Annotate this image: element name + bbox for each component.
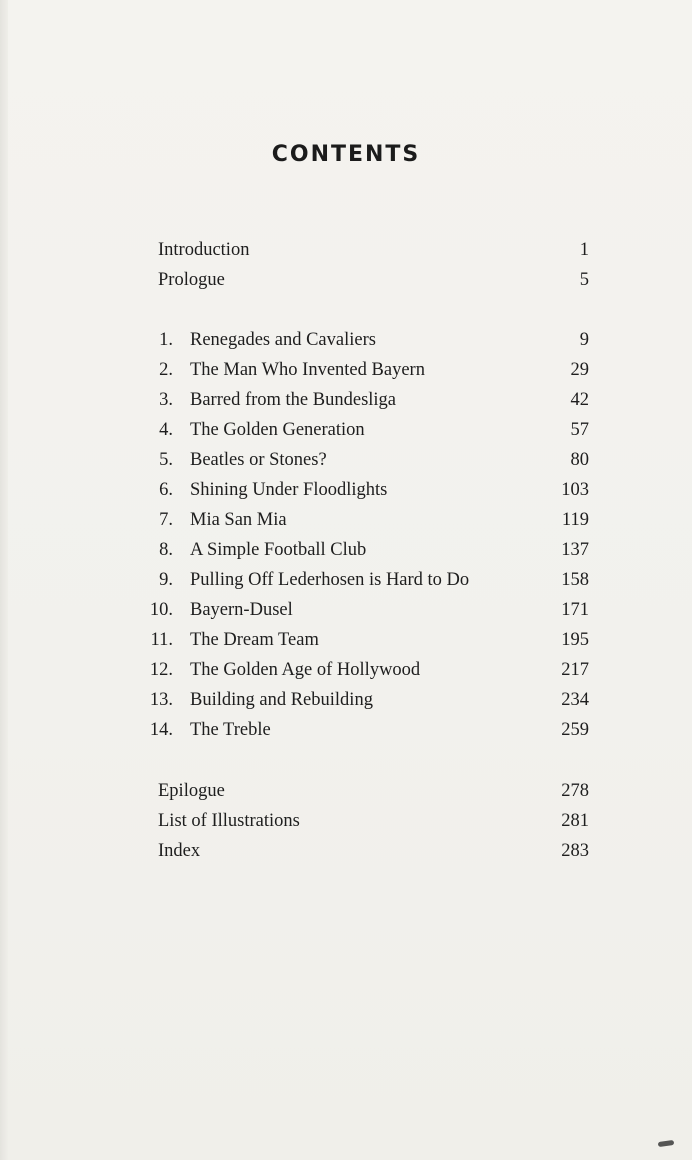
- chapter-title: The Golden Generation: [190, 420, 365, 440]
- chapter-title: Bayern-Dusel: [190, 600, 293, 620]
- toc-chapter-11: [150, 625, 589, 655]
- chapter-page: 137: [561, 540, 589, 560]
- toc-chapter-3: [158, 385, 589, 415]
- chapter-title: Pulling Off Lederhosen is Hard to Do: [190, 570, 470, 590]
- toc-chapter-7: [158, 505, 589, 535]
- toc-entry-introduction: [158, 235, 589, 265]
- chapter-title: Barred from the Bundesliga: [190, 390, 397, 410]
- toc-entry-index: [158, 836, 589, 866]
- chapter-page: 195: [561, 630, 589, 650]
- chapter-title: Renegades and Cavaliers: [190, 330, 376, 350]
- chapter-number: 4.: [159, 420, 173, 440]
- toc-front-matter: [158, 235, 589, 295]
- toc-entry-page: 1: [579, 240, 589, 260]
- chapter-number: 12.: [149, 660, 173, 680]
- chapter-number: 2.: [159, 360, 173, 380]
- toc-chapter-14: [149, 715, 589, 745]
- page-edge: [0, 0, 8, 1160]
- page-title: CONTENTS: [271, 142, 421, 167]
- chapter-title: A Simple Football Club: [190, 540, 367, 560]
- chapter-title: Mia San Mia: [190, 510, 287, 530]
- toc-chapter-1: [158, 325, 589, 355]
- chapter-number: 8.: [159, 540, 173, 560]
- chapter-page: 57: [570, 420, 589, 440]
- toc-chapter-2: [158, 355, 589, 385]
- toc-chapter-6: [158, 475, 589, 505]
- chapter-page: 158: [561, 570, 589, 590]
- toc-entry-page: 281: [561, 811, 589, 831]
- toc-entry-prologue: [158, 265, 589, 295]
- chapter-title: The Dream Team: [190, 630, 319, 650]
- chapter-page: 217: [561, 660, 589, 680]
- toc-entry-list-of-illustrations: [158, 806, 589, 836]
- chapter-title: The Golden Age of Hollywood: [190, 660, 421, 680]
- toc-chapter-5: [158, 445, 589, 475]
- toc-entry-label: List of Illustrations: [158, 811, 300, 831]
- chapter-number: 5.: [159, 450, 173, 470]
- chapter-number: 11.: [150, 630, 173, 650]
- chapter-number: 1.: [159, 330, 173, 350]
- chapter-number: 13.: [149, 690, 173, 710]
- chapter-number: 14.: [149, 720, 173, 740]
- chapter-page: 9: [579, 330, 589, 350]
- chapter-title: Shining Under Floodlights: [190, 480, 388, 500]
- toc-chapters: [149, 325, 589, 745]
- chapter-title: The Treble: [190, 720, 271, 740]
- toc-chapter-9: [158, 565, 589, 595]
- chapter-page: 42: [570, 390, 589, 410]
- toc-entry-label: Prologue: [158, 270, 225, 290]
- toc-entry-page: 278: [561, 781, 589, 801]
- chapter-page: 171: [561, 600, 589, 620]
- toc-chapter-12: [149, 655, 589, 685]
- chapter-page: 234: [561, 690, 589, 710]
- toc-chapter-8: [158, 535, 589, 565]
- chapter-number: 9.: [159, 570, 173, 590]
- toc-entry-label: Index: [158, 841, 201, 861]
- toc-entry-page: 283: [561, 841, 589, 861]
- toc-chapter-13: [149, 685, 589, 715]
- chapter-page: 103: [561, 480, 589, 500]
- chapter-number: 10.: [149, 600, 173, 620]
- toc-chapter-4: [158, 415, 589, 445]
- chapter-title: The Man Who Invented Bayern: [190, 360, 425, 380]
- toc-back-matter: [158, 776, 589, 866]
- chapter-page: 259: [561, 720, 589, 740]
- chapter-number: 7.: [159, 510, 173, 530]
- toc-entry-label: Epilogue: [158, 781, 225, 801]
- ink-smudge-mark: [658, 1140, 675, 1147]
- toc-chapter-10: [149, 595, 589, 625]
- chapter-title: Beatles or Stones?: [190, 450, 327, 470]
- chapter-page: 119: [561, 510, 589, 530]
- chapter-number: 3.: [159, 390, 173, 410]
- chapter-page: 29: [570, 360, 589, 380]
- chapter-title: Building and Rebuilding: [190, 690, 373, 710]
- chapter-number: 6.: [159, 480, 173, 500]
- toc-entry-epilogue: [158, 776, 589, 806]
- toc-entry-label: Introduction: [158, 240, 250, 260]
- toc-entry-page: 5: [579, 270, 589, 290]
- chapter-page: 80: [570, 450, 589, 470]
